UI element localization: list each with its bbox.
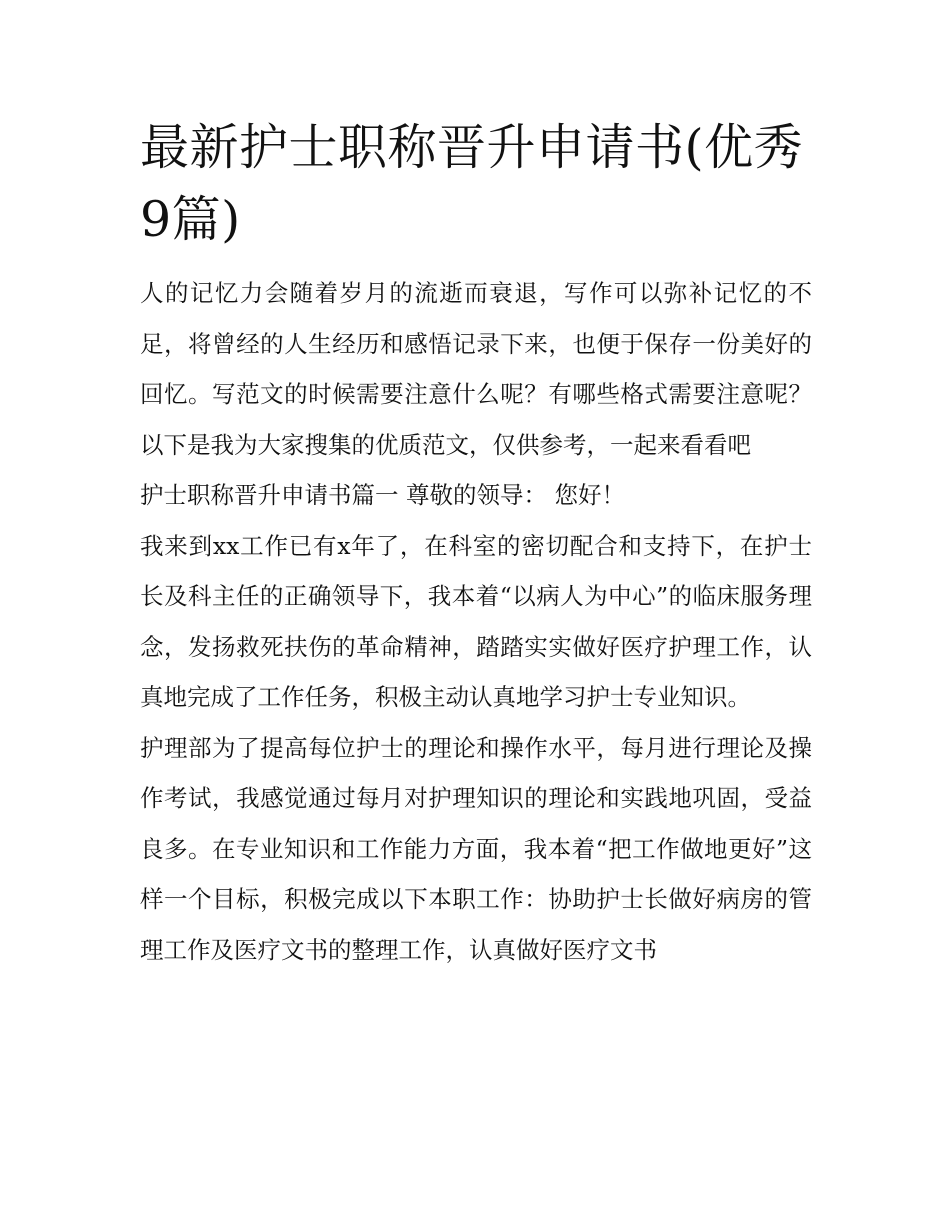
intro-paragraph: 人的记忆力会随着岁月的流逝而衰退，写作可以弥补记忆的不足，将曾经的人生经历和感悟记录下来，也便于保存一份美好的回忆。写范文的时候需要注意什么呢？有哪些格式需要注意呢？以下是我为大家搜集的优质范文，仅供参考，一起来看看吧 xyxy=(140,279,812,459)
section-heading-paragraph: 护士职称晋升申请书篇一 尊敬的领导： 您好！ xyxy=(140,481,625,509)
document-page xyxy=(140,112,812,975)
body-paragraph-2: 护理部为了提高每位护士的理论和操作水平，每月进行理论及操作考试，我感觉通过每月对护理知识的理论和实践地巩固，受益良多。在专业知识和工作能力方面，我本着“把工作做地更好”这样一个目标，积极完成以下本职工作：协助护士长做好病房的管理工作及医疗文书的整理工作，认真做好医疗文书 xyxy=(140,733,812,964)
body-paragraph-1: 我来到xx工作已有x年了，在科室的密切配合和支持下，在护士长及科主任的正确领导下，我本着“以病人为中心”的临床服务理念，发扬救死扶伤的革命精神，踏踏实实做好医疗护理工作，认真地完成了工作任务，积极主动认真地学习护士专业知识。 xyxy=(140,531,812,711)
document-title: 最新护士职称晋升申请书(优秀9篇) xyxy=(140,119,804,248)
